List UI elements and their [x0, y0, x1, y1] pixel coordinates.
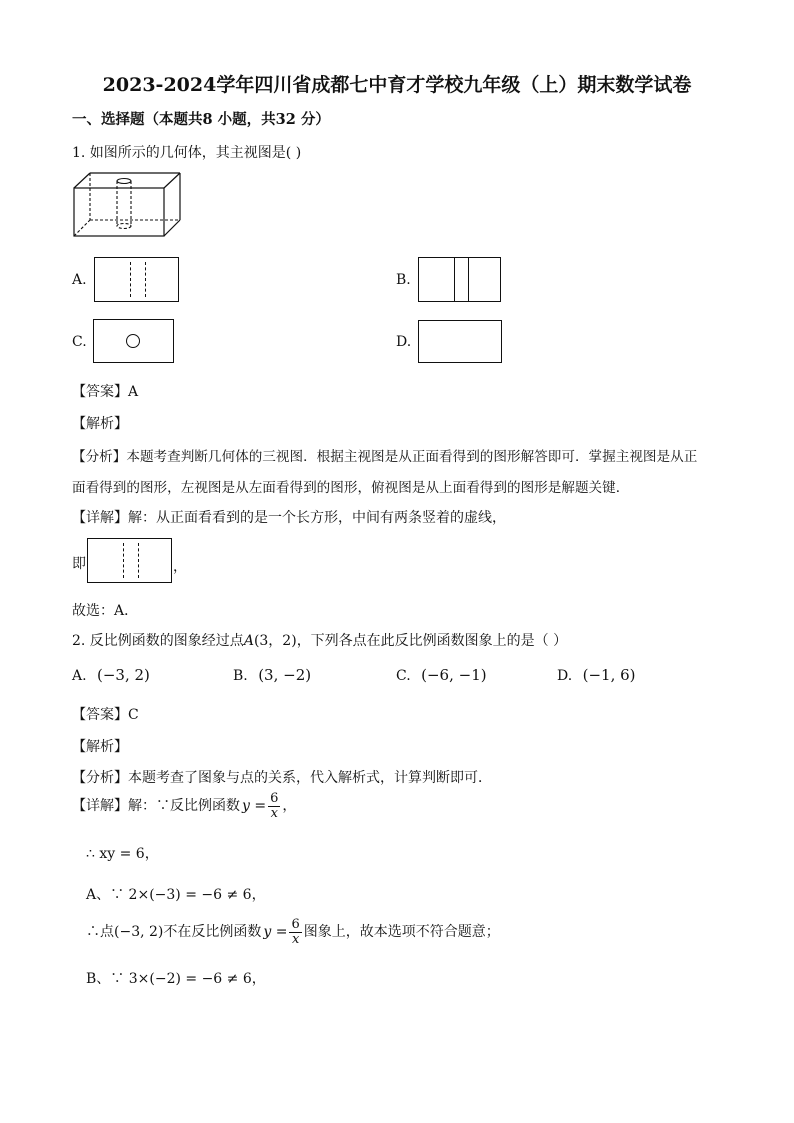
- option-label: C.: [396, 668, 411, 684]
- q1-option-c-figure: [93, 319, 174, 363]
- q2-analysis-head: 【解析】: [72, 739, 128, 755]
- q2-step3-pre: ∴点(−3, 2)不在反比例函数: [86, 924, 262, 941]
- page-title: 2023-2024学年四川省成都七中育才学校九年级（上）期末数学试卷: [102, 74, 692, 96]
- q2-y-eq: y =: [242, 798, 267, 815]
- fraction-numerator: 6: [270, 791, 279, 806]
- q1-analysis-line2: 面看得到的图形，左视图是从左面看得到的图形，俯视图是从上面看得到的图形是解题关键．: [72, 480, 630, 496]
- q2-stem: [72, 630, 567, 650]
- q2-option-b: [233, 666, 311, 684]
- q2-detail: [72, 792, 296, 820]
- q2-option-c: [396, 666, 487, 684]
- dashed-line: [138, 543, 139, 578]
- q1-ji-label: 即: [72, 556, 86, 572]
- option-label: A.: [72, 668, 87, 684]
- q2-step2: A、∵ 2×(−3) = −6 ≠ 6，: [86, 887, 266, 903]
- q1-solution-figure: [87, 538, 172, 583]
- q2-step3-post: 图象上，故本选项不符合题意；: [303, 924, 500, 941]
- q2-step3: [86, 918, 500, 946]
- q2-option-d: [557, 666, 636, 684]
- q1-comma: ，: [173, 559, 187, 575]
- fraction-6-over-x: [289, 918, 301, 946]
- option-value: (−6, −1): [421, 666, 487, 684]
- option-value: (−1, 6): [582, 666, 636, 684]
- q2-stem-pre: 2. 反比例函数的图象经过点: [72, 633, 244, 649]
- dashed-line: [130, 262, 131, 297]
- q1-option-d-figure: [418, 320, 502, 363]
- circle-shape: [126, 334, 140, 348]
- option-value: (−3, 2): [97, 666, 150, 684]
- q1-solid-figure: [72, 168, 184, 242]
- q1-option-b-figure: [418, 257, 501, 302]
- q1-option-a-figure: [94, 257, 179, 302]
- fraction-denominator: x: [270, 805, 278, 821]
- q2-stem-post: ，下列各点在此反比例函数图象上的是（ ）: [296, 633, 568, 649]
- q1-detail: 【详解】解：从正面看看到的是一个长方形，中间有两条竖着的虚线，: [72, 510, 506, 526]
- q2-step3-y-eq: y =: [263, 924, 288, 941]
- section-heading: 一、选择题（本题共8 小题，共32 分）: [72, 111, 330, 128]
- q2-detail-pre: 【详解】解：∵反比例函数: [72, 798, 240, 815]
- q1-option-d-label: D.: [396, 334, 412, 350]
- q2-analysis: 【分析】本题考查了图象与点的关系，代入解析式，计算判断即可．: [72, 770, 492, 786]
- solid-line: [468, 258, 469, 301]
- dashed-line: [123, 543, 124, 578]
- fraction-numerator: 6: [291, 917, 300, 932]
- q1-choose: 故选：A．: [72, 603, 139, 619]
- option-label: B.: [233, 668, 248, 684]
- q2-answer: 【答案】C: [72, 707, 139, 723]
- q1-stem: 1. 如图所示的几何体，其主视图是( ): [72, 145, 302, 161]
- fraction-6-over-x: [268, 792, 280, 820]
- q1-analysis-line1: 【分析】本题考查判断几何体的三视图．根据主视图是从正面看得到的图形解答即可．掌握主视图是从正: [72, 449, 698, 465]
- fraction-denominator: x: [291, 931, 300, 947]
- q2-step4: B、∵ 3×(−2) = −6 ≠ 6，: [86, 971, 266, 987]
- q2-detail-comma: ，: [282, 798, 297, 815]
- option-value: (3, −2): [258, 666, 312, 684]
- q1-option-c-label: C.: [72, 334, 87, 350]
- dashed-line: [145, 262, 146, 297]
- q2-stem-coords: (3，2): [253, 633, 297, 649]
- q1-option-a-label: A.: [72, 272, 87, 288]
- q1-answer: 【答案】A: [72, 384, 139, 400]
- q2-step1: ∴ xy = 6，: [86, 846, 159, 862]
- solid-line: [454, 258, 455, 301]
- q1-analysis-head: 【解析】: [72, 416, 128, 432]
- q2-option-a: [72, 666, 150, 684]
- q2-point-a: A: [243, 633, 254, 649]
- q1-option-b-label: B.: [396, 272, 411, 288]
- option-label: D.: [557, 668, 573, 684]
